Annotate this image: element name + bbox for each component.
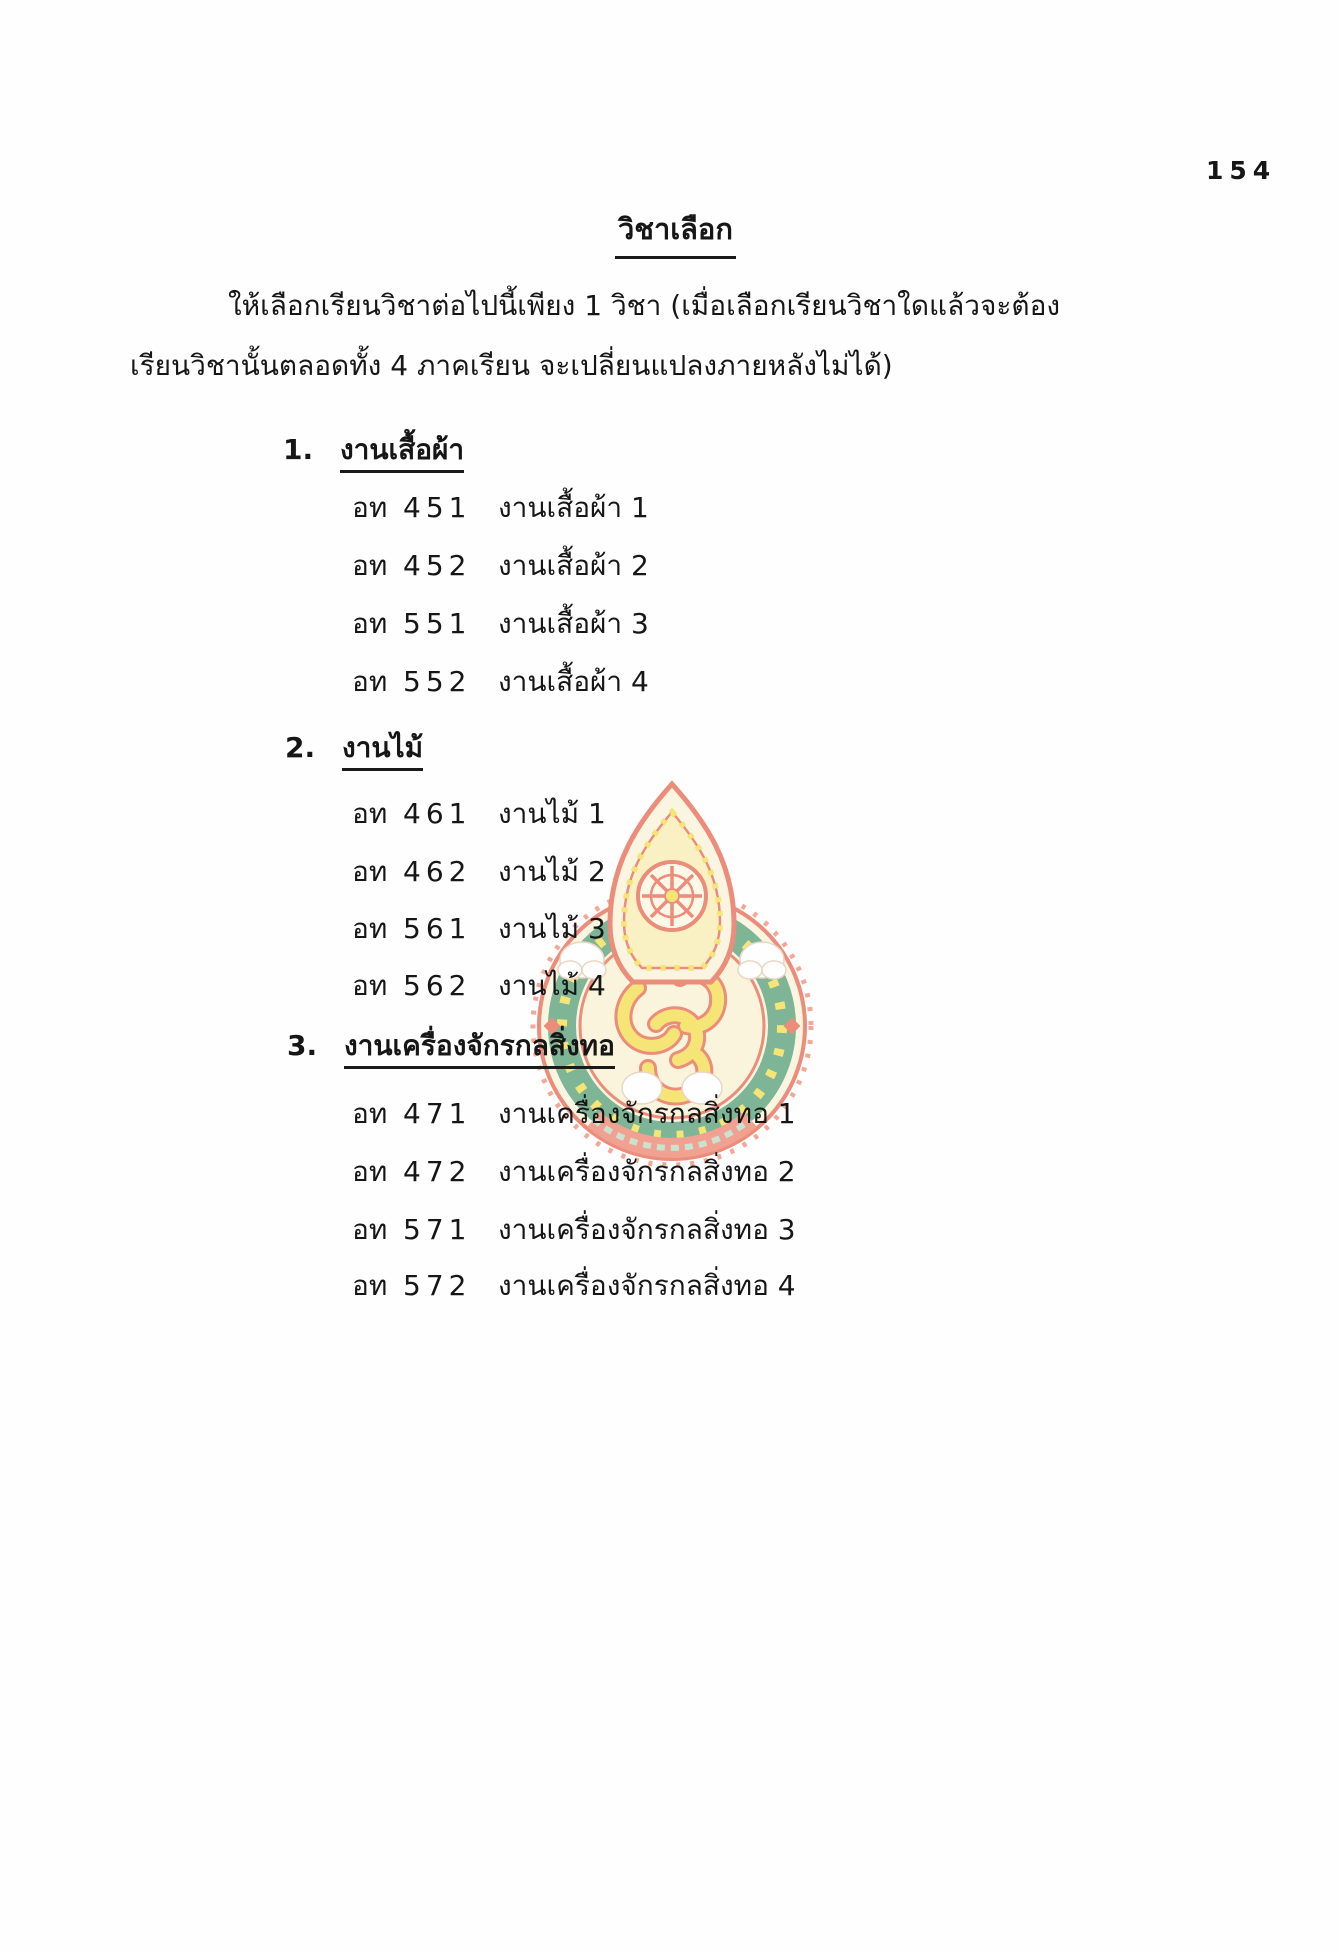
course-name: งานไม้ 1	[498, 797, 606, 830]
section-title: งานไม้	[342, 731, 423, 771]
course-name: งานเครื่องจักรกลสิ่งทอ 2	[498, 1155, 796, 1188]
course-row	[352, 792, 606, 836]
course-row	[352, 1150, 796, 1194]
section-number: 1.	[283, 433, 314, 466]
course-prefix: อท	[352, 1097, 388, 1130]
page-number: 154	[1206, 156, 1277, 185]
course-name: งานไม้ 2	[498, 855, 606, 888]
section-number: 3.	[287, 1029, 318, 1062]
course-prefix: อท	[352, 912, 388, 945]
course-prefix: อท	[352, 797, 388, 830]
section-3-heading	[287, 1024, 615, 1068]
course-code: 561	[403, 912, 472, 945]
course-name: งานเสื้อผ้า 2	[498, 549, 649, 582]
course-prefix: อท	[352, 1269, 388, 1302]
course-row	[352, 1264, 796, 1308]
section-title: งานเครื่องจักรกลสิ่งทอ	[344, 1029, 615, 1069]
course-name: งานเครื่องจักรกลสิ่งทอ 1	[498, 1097, 796, 1130]
course-name: งานไม้ 3	[498, 912, 606, 945]
course-prefix: อท	[352, 1213, 388, 1246]
course-code: 471	[403, 1097, 472, 1130]
page-title: วิชาเลือก	[615, 206, 736, 259]
course-row	[352, 964, 606, 1008]
course-code: 472	[403, 1155, 472, 1188]
course-row	[352, 907, 606, 951]
section-2-heading	[285, 726, 423, 770]
section-title: งานเสื้อผ้า	[340, 433, 464, 473]
course-row	[352, 850, 606, 894]
course-prefix: อท	[352, 549, 388, 582]
course-prefix: อท	[352, 969, 388, 1002]
course-code: 462	[403, 855, 472, 888]
course-code: 451	[403, 491, 472, 524]
course-code: 572	[403, 1269, 472, 1302]
course-name: งานเสื้อผ้า 4	[498, 665, 649, 698]
course-code: 552	[403, 665, 472, 698]
course-prefix: อท	[352, 1155, 388, 1188]
course-name: งานเสื้อผ้า 3	[498, 607, 649, 640]
course-name: งานเครื่องจักรกลสิ่งทอ 4	[498, 1269, 796, 1302]
intro-line-1: ให้เลือกเรียนวิชาต่อไปนี้เพียง 1 วิชา (เมื่อเลือกเรียนวิชาใดแล้วจะต้อง	[228, 289, 1061, 322]
course-row	[352, 544, 649, 588]
section-1-heading	[283, 428, 464, 472]
course-row	[352, 660, 649, 704]
course-prefix: อท	[352, 855, 388, 888]
course-name: งานเครื่องจักรกลสิ่งทอ 3	[498, 1213, 796, 1246]
course-row	[352, 486, 649, 530]
course-row	[352, 602, 649, 646]
course-row	[352, 1208, 796, 1252]
course-code: 461	[403, 797, 472, 830]
course-prefix: อท	[352, 607, 388, 640]
intro-line-2: เรียนวิชานั้นตลอดทั้ง 4 ภาคเรียน จะเปลี่ยนแปลงภายหลังไม่ได้)	[130, 349, 893, 382]
course-code: 571	[403, 1213, 472, 1246]
course-code: 551	[403, 607, 472, 640]
course-name: งานเสื้อผ้า 1	[498, 491, 649, 524]
course-prefix: อท	[352, 665, 388, 698]
section-number: 2.	[285, 731, 316, 764]
course-prefix: อท	[352, 491, 388, 524]
course-name: งานไม้ 4	[498, 969, 606, 1002]
course-code: 452	[403, 549, 472, 582]
course-code: 562	[403, 969, 472, 1002]
course-row	[352, 1092, 796, 1136]
